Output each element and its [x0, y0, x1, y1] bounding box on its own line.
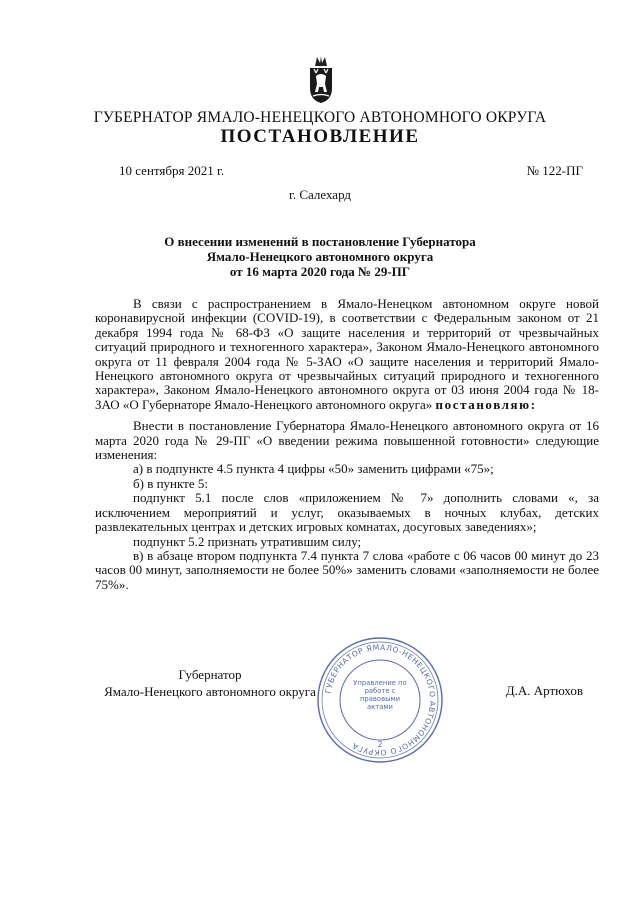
document-city: г. Салехард — [288, 187, 352, 202]
item-b: б) в пункте 5: — [133, 475, 208, 491]
preamble-paragraph — [95, 297, 599, 412]
item-a: а) в подпункте 4.5 пункта 4 цифры «50» заменить цифрами «75»; — [133, 461, 494, 477]
intro-paragraph: Внести в постановление Губернатора Ямало-Ненецкого автономного округа от 16 марта 2020 года № 29-ПГ «О введении режима повышенной готовности» следующие изменения: — [95, 418, 599, 463]
seal-stamp — [315, 635, 445, 765]
title-line: О внесении изменений в постановление Губернатора — [164, 234, 476, 249]
subitem-5-1: подпункт 5.1 после слов «приложением № 7» дополнить словами «, за исключением мероприятий и услуг, оказываемых в ночных клубах, детских развлекательных центрах и детских игровых комнатах, досуговых заведениях»; — [95, 490, 599, 535]
item-v: в) в абзаце втором подпункта 7.4 пункта 7 слова «работе с 06 часов 00 минут до 23 часов 00 минут, заполняемости не более 50%» заменить словами «заполняемости не более 75%». — [95, 547, 599, 592]
document-title — [0, 234, 640, 279]
signatory-title-line: Губернатор — [178, 667, 242, 682]
coat-of-arms-emblem — [306, 54, 336, 104]
stamp-center-text: Управление по работе с правовыми актами — [353, 679, 407, 711]
stamp-ring-text: ГУБЕРНАТОР ЯМАЛО-НЕНЕЦКОГО АВТОНОМНОГО ОКРУГА — [323, 642, 438, 758]
signatory-name: Д.А. Артюхов — [505, 683, 583, 698]
document-date: 10 сентября 2021 г. — [119, 163, 225, 178]
signatory-title — [95, 666, 325, 700]
preamble-text: В связи с распространением в Ямало-Ненецком автономном округе новой коронавирусной инфекции (COVID-19), в соответствии с Федеральным законом от 21 декабря 1994 года № 68-ФЗ «О защите населения и территорий от чрезвычайных ситуаций природного и техногенного характера», Законом Ямало-Ненецкого автономного округа от 11 февраля 2004 года № 5-ЗАО «О защите населения и территорий Ямало-Ненецкого автономного округа от чрезвычайных ситуаций природного и техногенного характера», Законом Ямало-Ненецкого автономного округа от 03 июня 2004 года № 18-ЗАО «О Губернаторе Ямало-Ненецкого автономного округа» — [95, 296, 599, 412]
title-line: от 16 марта 2020 года № 29-ПГ — [229, 264, 411, 279]
resolve-word: постановляю: — [435, 396, 537, 412]
document-body — [95, 297, 599, 592]
stamp-number: 2 — [377, 740, 383, 749]
subitem-5-2: подпункт 5.2 признать утратившим силу; — [133, 533, 362, 549]
document-type: ПОСТАНОВЛЕНИЕ — [220, 126, 420, 147]
organization-header: ГУБЕРНАТОР ЯМАЛО-НЕНЕЦКОГО АВТОНОМНОГО ОКРУГА — [93, 109, 547, 126]
document-number: № 122-ПГ — [526, 163, 583, 178]
title-line: Ямало-Ненецкого автономного округа — [206, 249, 434, 264]
signatory-title-line: Ямало-Ненецкого автономного округа — [104, 684, 316, 699]
